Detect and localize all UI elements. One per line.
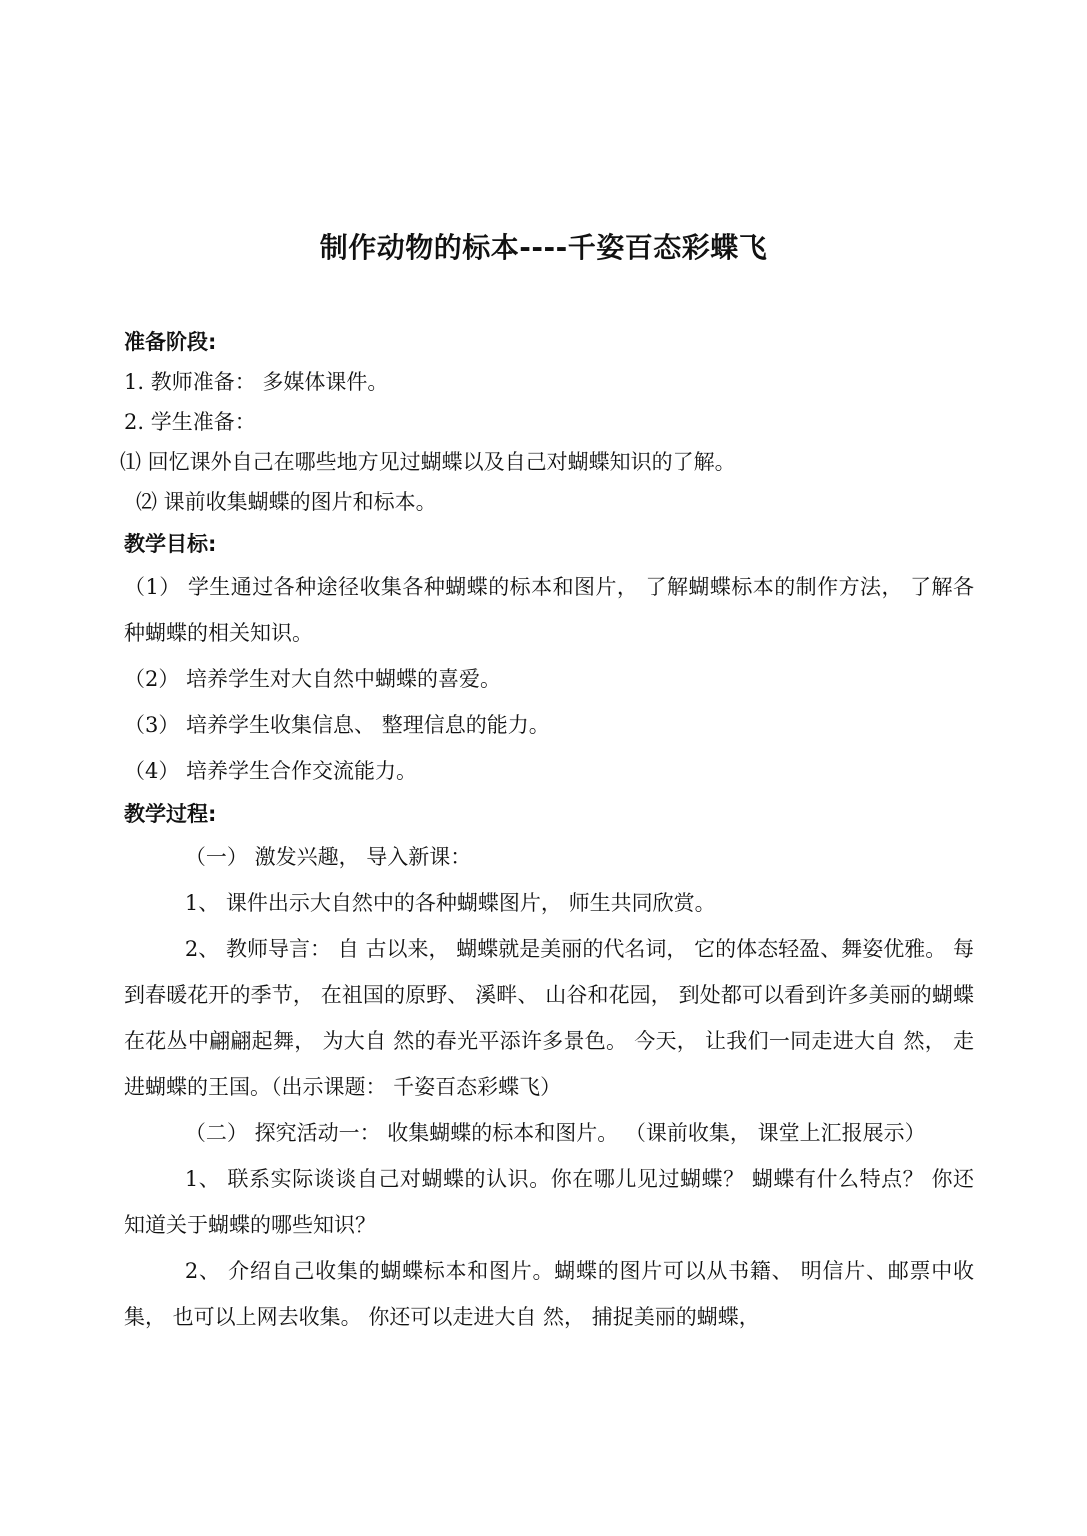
process-paragraph-5: 1、 联系实际谈谈自己对蝴蝶的认识。你在哪儿见过蝴蝶？ 蝴蝶有什么特点？ 你还知道关于蝴蝶的哪些知识？ (124, 1167, 974, 1237)
goal-item-4: （4） 培养学生合作交流能力。 (124, 759, 418, 783)
prep-line-4: ⑵ 课前收集蝴蝶的图片和标本。 (136, 490, 437, 514)
process-paragraph-4: （二） 探究活动一： 收集蝴蝶的标本和图片。 （课前收集， 课堂上汇报展示） (184, 1121, 926, 1145)
document-title: 制作动物的标本----千姿百态彩蝶飞 (319, 231, 768, 264)
document-body (120, 322, 974, 1340)
process-paragraph-2: 1、 课件出示大自然中的各种蝴蝶图片， 师生共同欣赏。 (184, 891, 716, 915)
goal-item-1: （1） 学生通过各种途径收集各种蝴蝶的标本和图片， 了解蝴蝶标本的制作方法， 了解各种蝴蝶的相关知识。 (124, 575, 974, 645)
section-heading-process: 教学过程: (124, 802, 217, 826)
section-heading-goals: 教学目标: (124, 532, 217, 556)
prep-line-3: ⑴ 回忆课外自己在哪些地方见过蝴蝶以及自己对蝴蝶知识的了解。 (120, 450, 736, 474)
prep-line-2: 2. 学生准备： (124, 410, 256, 434)
process-paragraph-1: （一） 激发兴趣， 导入新课： (184, 845, 472, 869)
section-heading-prep: 准备阶段: (124, 330, 217, 354)
process-paragraph-3: 2、 教师导言： 自 古以来， 蝴蝶就是美丽的代名词， 它的体态轻盈、舞姿优雅。 每到春暖花开的季节， 在祖国的原野、 溪畔、 山谷和花园， 到处都可以看到许多美丽的蝴蝶在花丛中翩翩起舞， 为大自 然的春光平添许多景色。 今天， 让我们一同走进大自 然， 走进蝴蝶的王国。（出示课题： 千姿百态彩蝶飞） (124, 937, 974, 1099)
process-paragraph-6: 2、 介绍自己收集的蝴蝶标本和图片。蝴蝶的图片可以从书籍、 明信片、邮票中收集， 也可以上网去收集。 你还可以走进大自 然， 捕捉美丽的蝴蝶， (124, 1259, 974, 1329)
goal-item-2: （2） 培养学生对大自然中蝴蝶的喜爱。 (124, 667, 502, 691)
goal-item-3: （3） 培养学生收集信息、 整理信息的能力。 (124, 713, 550, 737)
prep-line-1: 1. 教师准备： 多媒体课件。 (124, 370, 389, 394)
